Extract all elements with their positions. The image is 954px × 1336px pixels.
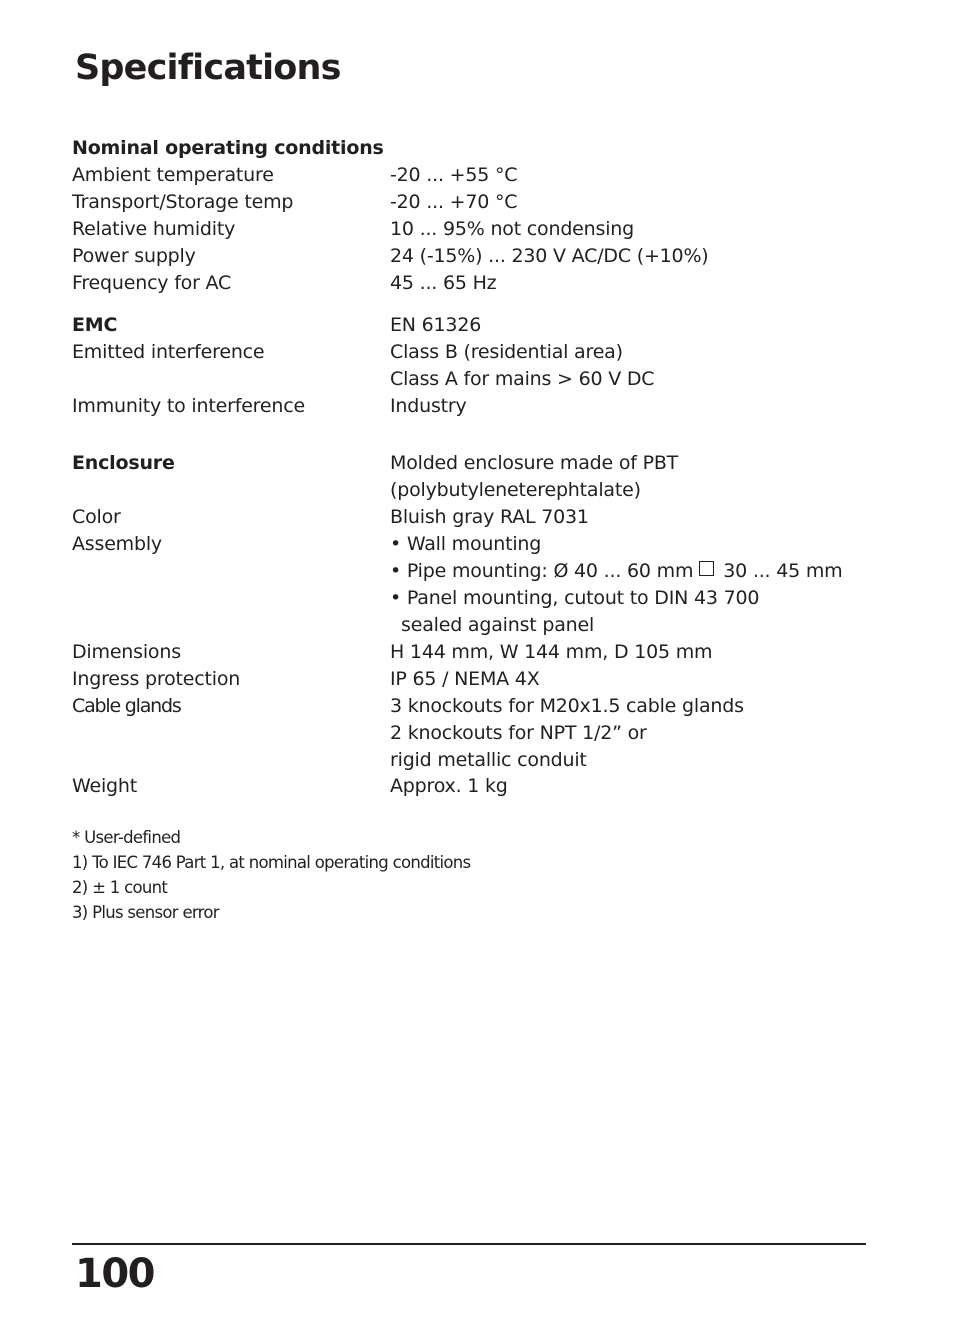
- pipe-mounting-text: • Pipe mounting: Ø 40 ... 60 mm: [390, 560, 694, 582]
- pipe-mounting-square-size: 30 ... 45 mm: [723, 560, 843, 582]
- spec-value: Approx. 1 kg: [390, 775, 508, 797]
- spec-value: • Wall mounting: [390, 533, 542, 555]
- spec-value: Industry: [390, 395, 467, 417]
- footnote: 1) To IEC 746 Part 1, at nominal operating conditions: [72, 853, 471, 872]
- spec-value: 45 ... 65 Hz: [390, 272, 497, 294]
- spec-value: 24 (-15%) ... 230 V AC/DC (+10%): [390, 245, 709, 267]
- page-number: 100: [75, 1251, 154, 1297]
- spec-label: Color: [72, 506, 121, 528]
- spec-value: sealed against panel: [401, 614, 595, 636]
- footnote: 3) Plus sensor error: [72, 903, 219, 922]
- spec-label: Ingress protection: [72, 668, 241, 690]
- spec-value: Class A for mains > 60 V DC: [390, 368, 655, 390]
- spec-value: -20 ... +55 °C: [390, 164, 518, 186]
- enclosure-heading: Enclosure: [72, 452, 175, 474]
- footer-rule: [72, 1243, 866, 1245]
- spec-label: Transport/Storage temp: [72, 191, 294, 213]
- spec-value: rigid metallic conduit: [390, 749, 587, 771]
- spec-value: H 144 mm, W 144 mm, D 105 mm: [390, 641, 713, 663]
- spec-value: Molded enclosure made of PBT: [390, 452, 679, 474]
- spec-value: [390, 558, 842, 585]
- page-title: Specifications: [75, 48, 341, 88]
- spec-label: Cable glands: [72, 695, 181, 717]
- square-outline-icon: [699, 561, 714, 576]
- spec-label: Power supply: [72, 245, 196, 267]
- spec-value: Class B (residential area): [390, 341, 623, 363]
- spec-value: IP 65 / NEMA 4X: [390, 668, 540, 690]
- spec-label: Immunity to interference: [72, 395, 305, 417]
- spec-value: 2 knockouts for NPT 1/2” or: [390, 722, 647, 744]
- spec-label: Dimensions: [72, 641, 181, 663]
- spec-value: Bluish gray RAL 7031: [390, 506, 589, 528]
- spec-value: -20 ... +70 °C: [390, 191, 518, 213]
- spec-label: Weight: [72, 775, 137, 797]
- emc-standard: EN 61326: [390, 314, 482, 336]
- footnote: 2) ± 1 count: [72, 878, 168, 897]
- emc-heading: EMC: [72, 314, 118, 336]
- spec-label: Ambient temperature: [72, 164, 274, 186]
- spec-value: (polybutyleneterephtalate): [390, 479, 641, 501]
- nominal-heading: Nominal operating conditions: [72, 137, 384, 159]
- spec-value: 3 knockouts for M20x1.5 cable glands: [390, 695, 744, 717]
- spec-label: Emitted interference: [72, 341, 265, 363]
- spec-value: 10 ... 95% not condensing: [390, 218, 634, 240]
- spec-label: Relative humidity: [72, 218, 236, 240]
- spec-label: Assembly: [72, 533, 162, 555]
- spec-value: • Panel mounting, cutout to DIN 43 700: [390, 587, 760, 609]
- spec-label: Frequency for AC: [72, 272, 232, 294]
- footnote: * User-defined: [72, 828, 181, 847]
